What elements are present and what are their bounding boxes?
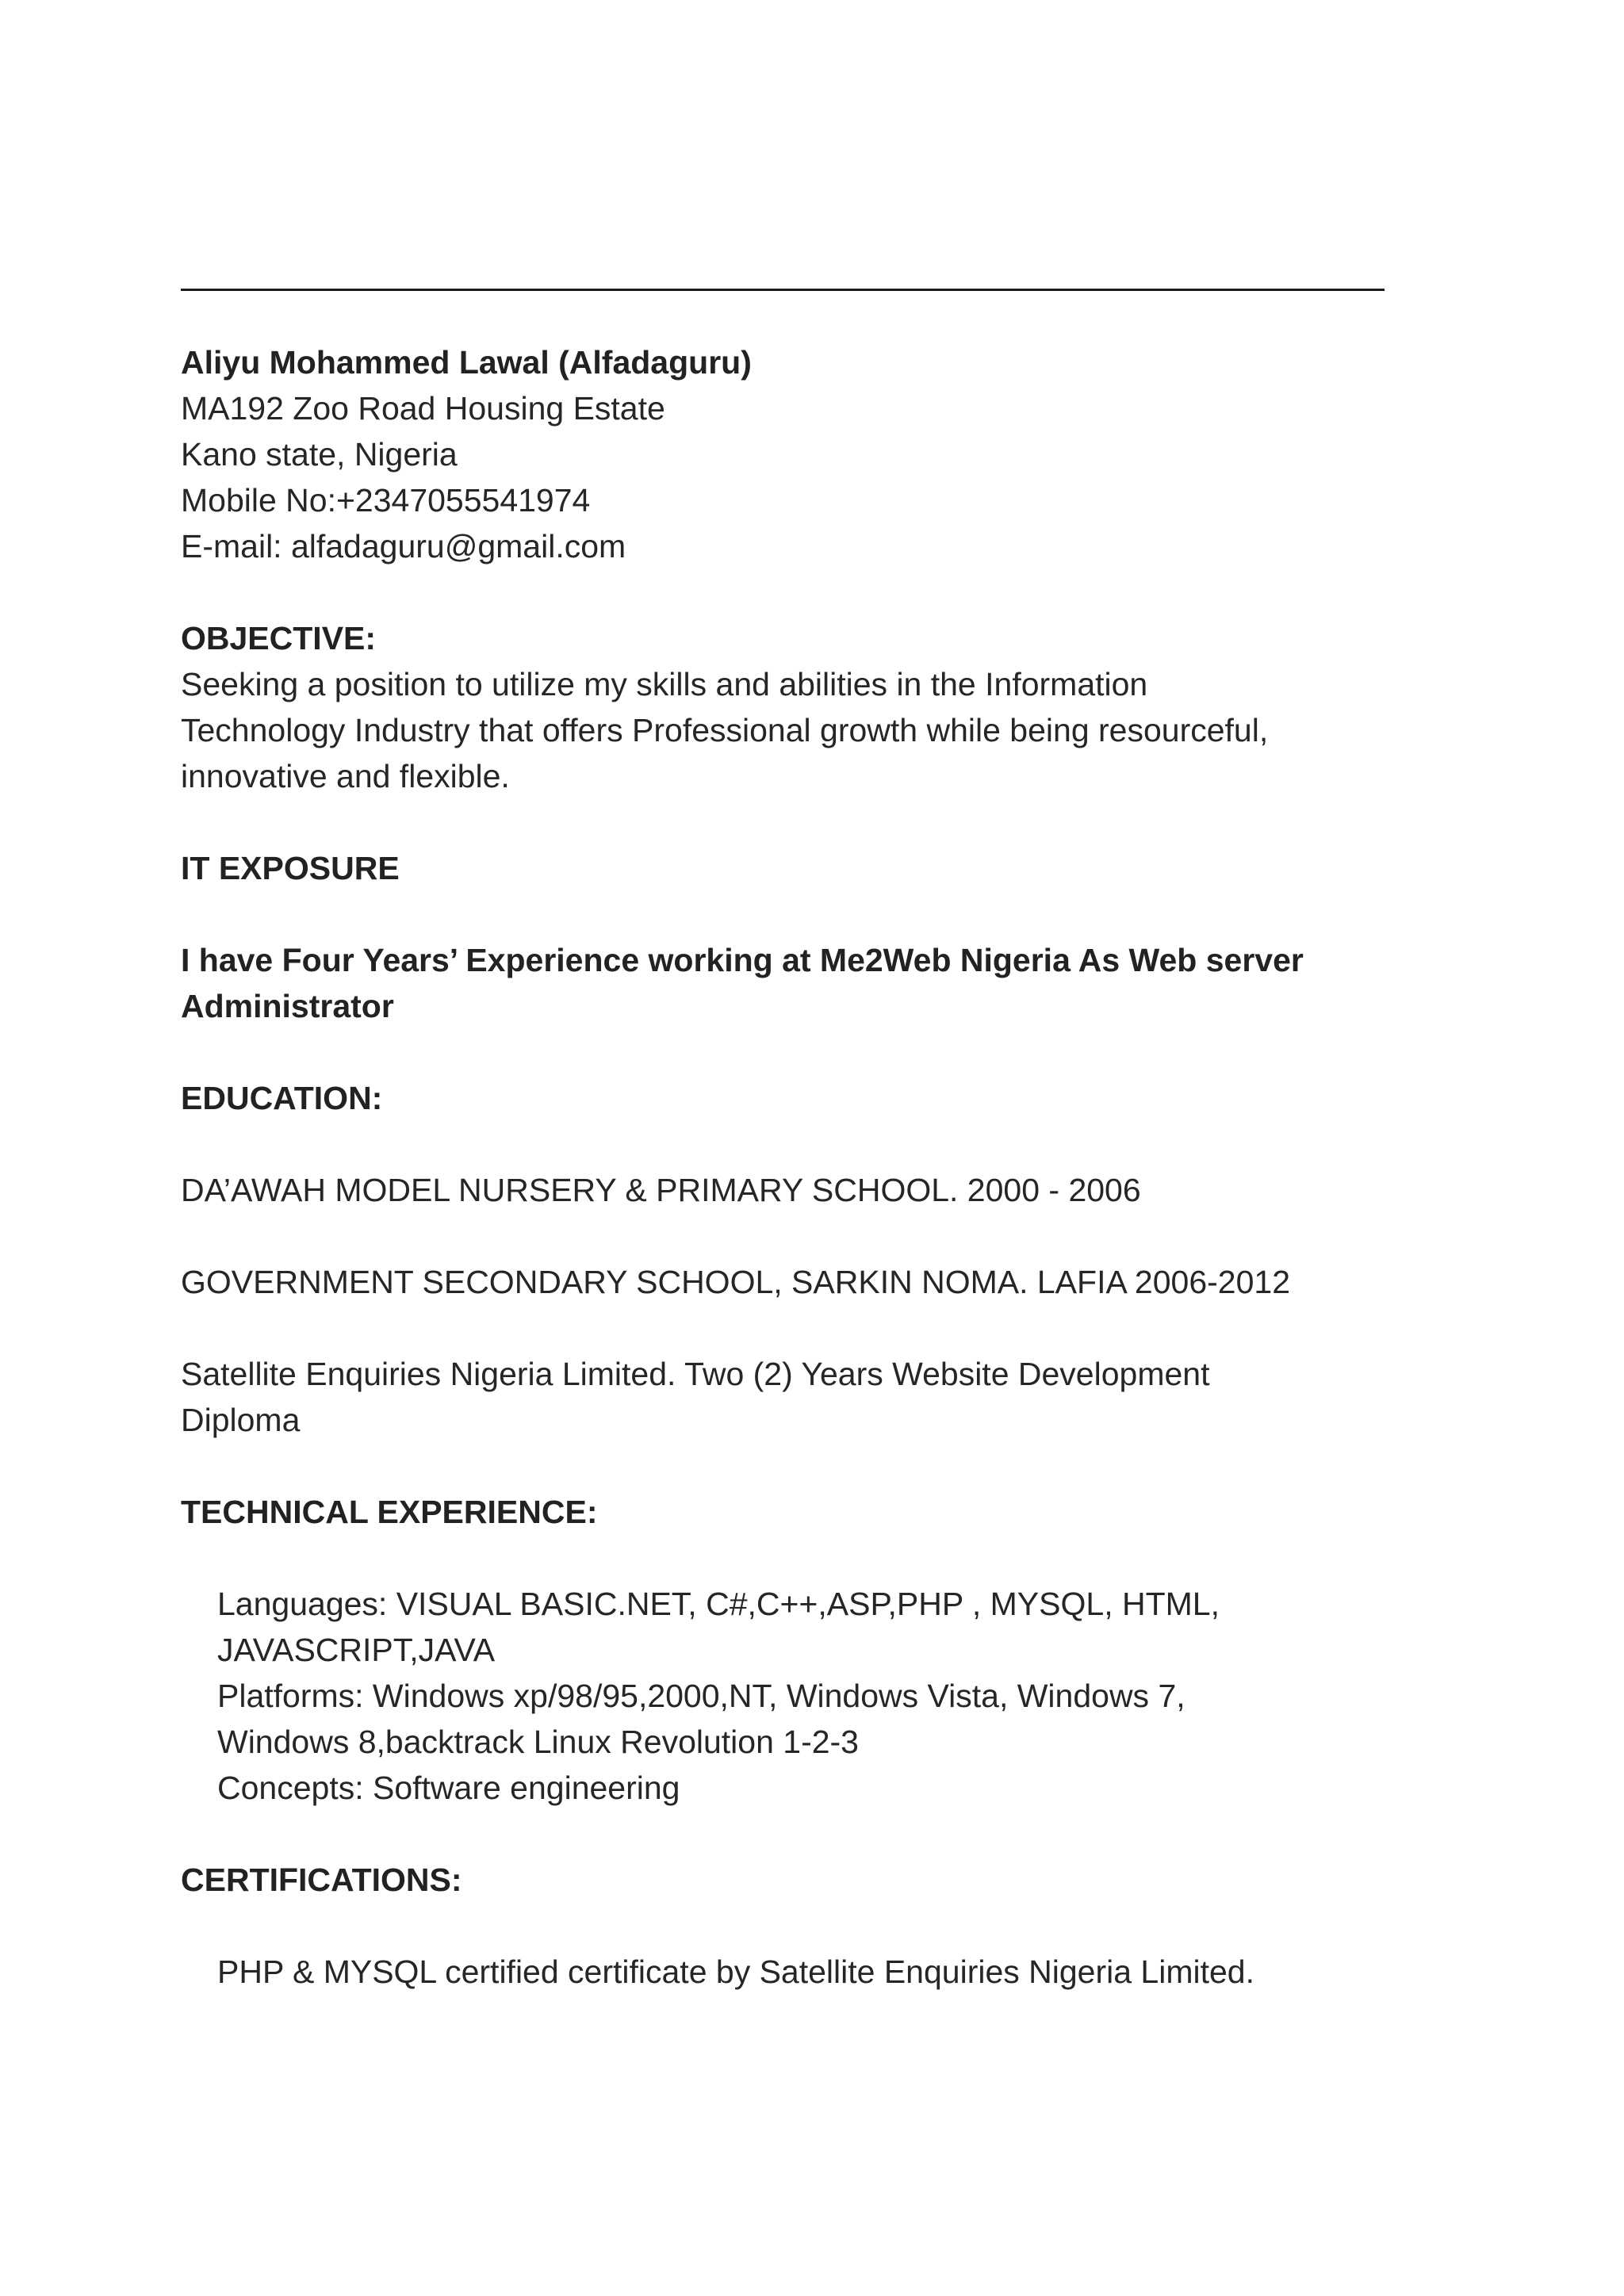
- objective-heading: OBJECTIVE:: [181, 620, 377, 656]
- technical-concepts: Concepts: Software engineering: [217, 1770, 680, 1806]
- objective-line: innovative and flexible.: [181, 758, 510, 794]
- applicant-name: Aliyu Mohammed Lawal (Alfadaguru): [181, 344, 752, 381]
- objective-line: Technology Industry that offers Professional growth while being resourceful,: [181, 712, 1269, 748]
- it-exposure-line: Administrator: [181, 988, 394, 1024]
- it-exposure-heading: IT EXPOSURE: [181, 850, 400, 886]
- certifications-heading: CERTIFICATIONS:: [181, 1862, 462, 1898]
- certification-entry: PHP & MYSQL certified certificate by Satellite Enquiries Nigeria Limited.: [217, 1954, 1254, 1990]
- education-entry: DA’AWAH MODEL NURSERY & PRIMARY SCHOOL. 2000 - 2006: [181, 1172, 1141, 1208]
- technical-heading: TECHNICAL EXPERIENCE:: [181, 1494, 598, 1530]
- technical-platforms: Platforms: Windows xp/98/95,2000,NT, Windows Vista, Windows 7,: [217, 1678, 1185, 1714]
- technical-platforms-continued: Windows 8,backtrack Linux Revolution 1-2-3: [217, 1724, 859, 1760]
- education-entry: Satellite Enquiries Nigeria Limited. Two (2) Years Website Development: [181, 1356, 1210, 1392]
- education-entry: GOVERNMENT SECONDARY SCHOOL, SARKIN NOMA. LAFIA 2006-2012: [181, 1264, 1291, 1300]
- address-line-1: MA192 Zoo Road Housing Estate: [181, 390, 665, 427]
- address-line-2: Kano state, Nigeria: [181, 436, 458, 473]
- technical-languages-continued: JAVASCRIPT,JAVA: [217, 1632, 496, 1668]
- resume-content: [181, 339, 1418, 1995]
- email-address: E-mail: alfadaguru@gmail.com: [181, 528, 626, 564]
- education-entry-continued: Diploma: [181, 1402, 301, 1438]
- objective-line: Seeking a position to utilize my skills and abilities in the Information: [181, 666, 1148, 702]
- technical-languages: Languages: VISUAL BASIC.NET, C#,C++,ASP,PHP , MYSQL, HTML,: [217, 1586, 1220, 1622]
- mobile-number: Mobile No:+2347055541974: [181, 482, 591, 519]
- education-heading: EDUCATION:: [181, 1080, 383, 1116]
- header-rule: [181, 289, 1385, 291]
- it-exposure-line: I have Four Years’ Experience working at Me2Web Nigeria As Web server: [181, 942, 1304, 978]
